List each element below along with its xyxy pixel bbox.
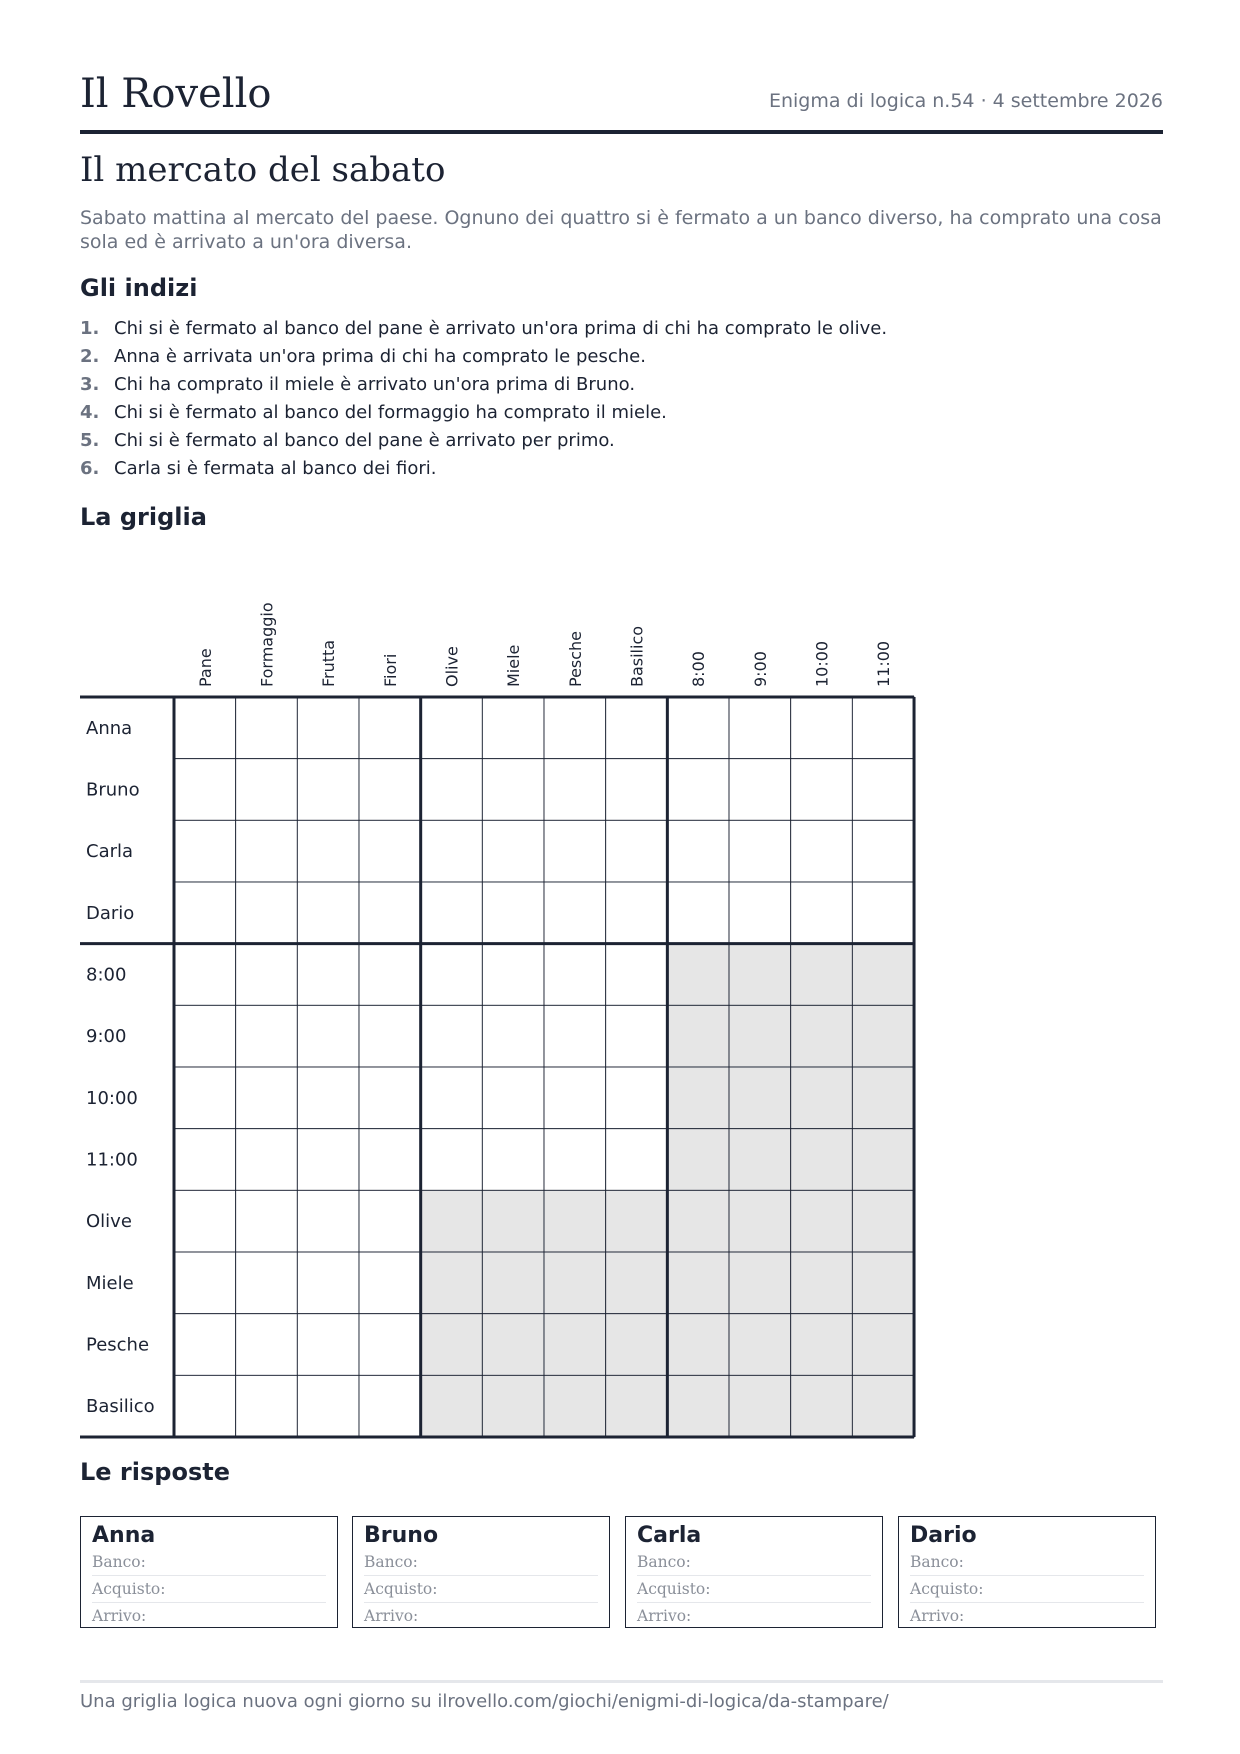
grid-cell[interactable] bbox=[421, 1005, 483, 1067]
grid-cell[interactable] bbox=[174, 1005, 236, 1067]
grid-column-header: Pesche bbox=[565, 630, 585, 687]
grid-row-header: Dario bbox=[86, 902, 135, 924]
grid-cell[interactable] bbox=[606, 1129, 668, 1191]
grid-cell[interactable] bbox=[297, 1067, 359, 1129]
grid-cell-disabled bbox=[729, 1375, 791, 1437]
grid-cell-disabled bbox=[852, 1129, 914, 1191]
answer-card-name: Dario bbox=[910, 1523, 977, 1548]
grid-cell[interactable] bbox=[606, 882, 668, 944]
grid-cell[interactable] bbox=[359, 1375, 421, 1437]
grid-cell[interactable] bbox=[729, 697, 791, 759]
grid-cell[interactable] bbox=[174, 1314, 236, 1376]
grid-cell-disabled bbox=[729, 1314, 791, 1376]
grid-row-header: Anna bbox=[86, 717, 133, 739]
answer-field-banco[interactable]: Banco: bbox=[910, 1549, 1144, 1576]
clue-number: 2. bbox=[80, 346, 100, 367]
grid-cell-disabled bbox=[667, 1314, 729, 1376]
grid-cell[interactable] bbox=[544, 1129, 606, 1191]
grid-cell-disabled bbox=[667, 944, 729, 1006]
grid-cell-disabled bbox=[791, 1067, 853, 1129]
grid-cell[interactable] bbox=[544, 759, 606, 821]
grid-cell[interactable] bbox=[482, 1005, 544, 1067]
answer-field-acquisto[interactable]: Acquisto: bbox=[910, 1576, 1144, 1603]
grid-cell-disabled bbox=[852, 1005, 914, 1067]
grid-row-header: 9:00 bbox=[86, 1026, 127, 1048]
grid-cell[interactable] bbox=[852, 697, 914, 759]
grid-cell[interactable] bbox=[482, 759, 544, 821]
masthead bbox=[80, 70, 1163, 134]
grid-cell-disabled bbox=[852, 1190, 914, 1252]
answer-field-acquisto[interactable]: Acquisto: bbox=[92, 1576, 326, 1603]
grid-cell[interactable] bbox=[667, 820, 729, 882]
grid-cell-disabled bbox=[791, 1129, 853, 1191]
answer-field-banco[interactable]: Banco: bbox=[637, 1549, 871, 1576]
grid-cell-disabled bbox=[667, 1005, 729, 1067]
grid-cell-disabled bbox=[482, 1190, 544, 1252]
grid-cell[interactable] bbox=[297, 1005, 359, 1067]
clue-number: 4. bbox=[80, 402, 100, 423]
grid-cell[interactable] bbox=[236, 1005, 298, 1067]
grid-cell-disabled bbox=[544, 1252, 606, 1314]
grid-column-header: Pane bbox=[195, 648, 215, 687]
grid-cell[interactable] bbox=[297, 882, 359, 944]
clues-heading: Gli indizi bbox=[80, 274, 198, 302]
answer-cards bbox=[80, 1516, 1163, 1632]
clue-item bbox=[80, 399, 887, 427]
grid-cell[interactable] bbox=[421, 1129, 483, 1191]
grid-cell-disabled bbox=[791, 1190, 853, 1252]
grid-cell[interactable] bbox=[174, 1190, 236, 1252]
brand-title: Il Rovello bbox=[80, 71, 272, 117]
grid-cell[interactable] bbox=[359, 1005, 421, 1067]
grid-cell-disabled bbox=[791, 1314, 853, 1376]
puzzle-title: Il mercato del sabato bbox=[80, 150, 446, 190]
grid-row-header: Pesche bbox=[86, 1334, 150, 1356]
answer-field-acquisto[interactable]: Acquisto: bbox=[364, 1576, 598, 1603]
grid-cell[interactable] bbox=[297, 944, 359, 1006]
grid-cell[interactable] bbox=[236, 820, 298, 882]
grid-cell[interactable] bbox=[236, 697, 298, 759]
grid-cell[interactable] bbox=[236, 944, 298, 1006]
grid-cell-disabled bbox=[791, 1005, 853, 1067]
grid-cell-disabled bbox=[544, 1375, 606, 1437]
grid-cell[interactable] bbox=[297, 1190, 359, 1252]
grid-cell-disabled bbox=[729, 1190, 791, 1252]
grid-cell[interactable] bbox=[421, 820, 483, 882]
answer-card-dario bbox=[898, 1516, 1156, 1628]
clue-text: Chi si è fermato al banco del pane è arrivato un'ora prima di chi ha comprato le olive. bbox=[114, 318, 888, 339]
grid-cell-disabled bbox=[667, 1190, 729, 1252]
grid-column-header: Olive bbox=[442, 646, 462, 687]
grid-column-header: 10:00 bbox=[812, 640, 832, 687]
clue-text: Carla si è fermata al banco dei fiori. bbox=[114, 458, 437, 479]
answer-card-bruno bbox=[352, 1516, 610, 1628]
grid-cell[interactable] bbox=[236, 1314, 298, 1376]
grid-cell[interactable] bbox=[791, 820, 853, 882]
grid-cell[interactable] bbox=[236, 1252, 298, 1314]
answer-card-anna bbox=[80, 1516, 338, 1628]
grid-cell[interactable] bbox=[297, 1314, 359, 1376]
grid-cell[interactable] bbox=[667, 882, 729, 944]
grid-cell-disabled bbox=[421, 1252, 483, 1314]
grid-cell[interactable] bbox=[359, 1314, 421, 1376]
clue-number: 6. bbox=[80, 458, 100, 479]
grid-row-header: Bruno bbox=[86, 779, 140, 801]
grid-row-header: Basilico bbox=[86, 1396, 155, 1418]
grid-column-header: Formaggio bbox=[257, 602, 277, 687]
logic-grid-svg bbox=[80, 560, 920, 1460]
grid-cell[interactable] bbox=[544, 1005, 606, 1067]
grid-cell-disabled bbox=[852, 1252, 914, 1314]
grid-cell[interactable] bbox=[791, 882, 853, 944]
grid-cell[interactable] bbox=[174, 1252, 236, 1314]
grid-cell[interactable] bbox=[297, 1129, 359, 1191]
answer-field-arrivo[interactable]: Arrivo: bbox=[92, 1607, 147, 1625]
grid-cell-disabled bbox=[544, 1190, 606, 1252]
grid-cell[interactable] bbox=[174, 759, 236, 821]
grid-cell[interactable] bbox=[174, 1129, 236, 1191]
grid-cell-disabled bbox=[852, 1067, 914, 1129]
clue-number: 3. bbox=[80, 374, 100, 395]
grid-cell[interactable] bbox=[297, 1252, 359, 1314]
grid-cell[interactable] bbox=[236, 1190, 298, 1252]
grid-cell[interactable] bbox=[544, 944, 606, 1006]
grid-cell-disabled bbox=[667, 1067, 729, 1129]
grid-cell[interactable] bbox=[174, 820, 236, 882]
grid-heading: La griglia bbox=[80, 503, 207, 531]
grid-cell[interactable] bbox=[606, 1005, 668, 1067]
clue-item bbox=[80, 427, 887, 455]
answer-card-carla bbox=[625, 1516, 883, 1628]
grid-cell-disabled bbox=[729, 1005, 791, 1067]
grid-cell-disabled bbox=[482, 1375, 544, 1437]
grid-cell[interactable] bbox=[482, 1129, 544, 1191]
grid-cell-disabled bbox=[791, 944, 853, 1006]
clue-number: 1. bbox=[80, 318, 100, 339]
answers-heading: Le risposte bbox=[80, 1458, 230, 1486]
clue-item bbox=[80, 343, 887, 371]
grid-cell-disabled bbox=[421, 1314, 483, 1376]
grid-column-header: 8:00 bbox=[689, 651, 709, 687]
grid-row-header: 10:00 bbox=[86, 1087, 138, 1109]
grid-cell[interactable] bbox=[791, 697, 853, 759]
grid-cell[interactable] bbox=[421, 1067, 483, 1129]
grid-cell[interactable] bbox=[359, 944, 421, 1006]
grid-cell-disabled bbox=[729, 1067, 791, 1129]
issue-info: Enigma di logica n.54 · 4 settembre 2026 bbox=[768, 90, 1163, 112]
grid-cell[interactable] bbox=[236, 1067, 298, 1129]
grid-cell-disabled bbox=[606, 1190, 668, 1252]
grid-cell[interactable] bbox=[174, 697, 236, 759]
puzzle-intro: Sabato mattina al mercato del paese. Ognuno dei quattro si è fermato a un banco diverso, ha comprato una cosa sola ed è arrivato a un'ora diversa. bbox=[80, 207, 1162, 253]
grid-cell[interactable] bbox=[729, 882, 791, 944]
grid-cell-disabled bbox=[421, 1190, 483, 1252]
grid-cell-disabled bbox=[729, 944, 791, 1006]
grid-cell[interactable] bbox=[359, 1129, 421, 1191]
clue-number: 5. bbox=[80, 430, 100, 451]
grid-cell-disabled bbox=[852, 1375, 914, 1437]
grid-cell-disabled bbox=[606, 1375, 668, 1437]
grid-cell[interactable] bbox=[729, 759, 791, 821]
clue-text: Chi ha comprato il miele è arrivato un'ora prima di Bruno. bbox=[114, 374, 636, 395]
grid-cell[interactable] bbox=[606, 697, 668, 759]
answer-card-name: Anna bbox=[92, 1523, 156, 1548]
answer-field-arrivo[interactable]: Arrivo: bbox=[637, 1607, 692, 1625]
grid-cell[interactable] bbox=[359, 697, 421, 759]
grid-cell-disabled bbox=[729, 1252, 791, 1314]
grid-cell-disabled bbox=[852, 1314, 914, 1376]
grid-cell[interactable] bbox=[174, 882, 236, 944]
grid-cell[interactable] bbox=[606, 820, 668, 882]
answer-field-banco[interactable]: Banco: bbox=[92, 1549, 326, 1576]
grid-cell-disabled bbox=[667, 1129, 729, 1191]
grid-row-header: Carla bbox=[86, 841, 134, 863]
answer-field-banco[interactable]: Banco: bbox=[364, 1549, 598, 1576]
grid-cell-disabled bbox=[791, 1375, 853, 1437]
grid-cell[interactable] bbox=[236, 759, 298, 821]
logic-grid bbox=[80, 560, 920, 1460]
grid-cell[interactable] bbox=[852, 759, 914, 821]
grid-cell[interactable] bbox=[359, 882, 421, 944]
clue-list bbox=[80, 315, 887, 483]
grid-cell[interactable] bbox=[359, 759, 421, 821]
grid-cell-disabled bbox=[482, 1252, 544, 1314]
grid-row-header: 11:00 bbox=[86, 1149, 138, 1171]
grid-cell[interactable] bbox=[297, 759, 359, 821]
grid-cell[interactable] bbox=[791, 759, 853, 821]
grid-cell-disabled bbox=[482, 1314, 544, 1376]
grid-cell[interactable] bbox=[174, 1375, 236, 1437]
clue-item bbox=[80, 315, 887, 343]
answer-card-name: Bruno bbox=[364, 1523, 439, 1548]
grid-cell[interactable] bbox=[852, 882, 914, 944]
grid-column-header: Frutta bbox=[319, 639, 339, 687]
grid-cell-disabled bbox=[606, 1314, 668, 1376]
grid-cell[interactable] bbox=[174, 1067, 236, 1129]
grid-cell-disabled bbox=[852, 944, 914, 1006]
grid-cell[interactable] bbox=[297, 1375, 359, 1437]
clue-text: Chi si è fermato al banco del pane è arrivato per primo. bbox=[114, 430, 615, 451]
grid-cell[interactable] bbox=[236, 1129, 298, 1191]
grid-cell[interactable] bbox=[544, 697, 606, 759]
answer-field-arrivo[interactable]: Arrivo: bbox=[910, 1607, 965, 1625]
grid-cell-disabled bbox=[791, 1252, 853, 1314]
grid-cell[interactable] bbox=[667, 697, 729, 759]
grid-cell-disabled bbox=[729, 1129, 791, 1191]
grid-column-header: 9:00 bbox=[750, 651, 770, 687]
grid-column-header: 11:00 bbox=[874, 640, 894, 687]
grid-cell-disabled bbox=[606, 1252, 668, 1314]
grid-cell[interactable] bbox=[667, 759, 729, 821]
clue-text: Anna è arrivata un'ora prima di chi ha comprato le pesche. bbox=[114, 346, 646, 367]
grid-cell[interactable] bbox=[359, 1190, 421, 1252]
grid-cell[interactable] bbox=[606, 1067, 668, 1129]
clue-text: Chi si è fermato al banco del formaggio ha comprato il miele. bbox=[114, 402, 667, 423]
grid-row-header: 8:00 bbox=[86, 964, 127, 986]
grid-cell[interactable] bbox=[236, 882, 298, 944]
grid-cell[interactable] bbox=[421, 882, 483, 944]
grid-cell[interactable] bbox=[852, 820, 914, 882]
grid-cell-disabled bbox=[421, 1375, 483, 1437]
grid-row-header: Miele bbox=[86, 1272, 134, 1294]
grid-cell[interactable] bbox=[359, 1252, 421, 1314]
grid-column-header: Miele bbox=[504, 644, 524, 687]
grid-cell[interactable] bbox=[544, 820, 606, 882]
grid-cell[interactable] bbox=[236, 1375, 298, 1437]
grid-cell-disabled bbox=[667, 1375, 729, 1437]
answer-field-acquisto[interactable]: Acquisto: bbox=[637, 1576, 871, 1603]
grid-cell[interactable] bbox=[544, 1067, 606, 1129]
grid-cell[interactable] bbox=[359, 820, 421, 882]
grid-cell[interactable] bbox=[421, 759, 483, 821]
grid-cell[interactable] bbox=[174, 944, 236, 1006]
grid-cell[interactable] bbox=[482, 697, 544, 759]
clue-item bbox=[80, 371, 887, 399]
grid-cell[interactable] bbox=[544, 882, 606, 944]
answer-card-name: Carla bbox=[637, 1523, 702, 1548]
grid-cell[interactable] bbox=[421, 944, 483, 1006]
grid-cell[interactable] bbox=[606, 944, 668, 1006]
grid-cell-disabled bbox=[544, 1314, 606, 1376]
grid-column-header: Fiori bbox=[380, 653, 400, 687]
grid-cell-disabled bbox=[667, 1252, 729, 1314]
grid-cell[interactable] bbox=[482, 882, 544, 944]
grid-cell[interactable] bbox=[606, 759, 668, 821]
answer-field-arrivo[interactable]: Arrivo: bbox=[364, 1607, 419, 1625]
clue-item bbox=[80, 455, 887, 483]
grid-cell[interactable] bbox=[482, 944, 544, 1006]
grid-cell[interactable] bbox=[482, 820, 544, 882]
grid-cell[interactable] bbox=[482, 1067, 544, 1129]
grid-row-header: Olive bbox=[86, 1211, 132, 1233]
grid-cell[interactable] bbox=[421, 697, 483, 759]
grid-column-header: Basilico bbox=[627, 625, 647, 687]
grid-cell[interactable] bbox=[359, 1067, 421, 1129]
grid-cell[interactable] bbox=[729, 820, 791, 882]
footer-note: Una griglia logica nuova ogni giorno su ilrovello.com/giochi/enigmi-di-logica/da-stampare/ bbox=[80, 1680, 1163, 1712]
grid-cell[interactable] bbox=[297, 820, 359, 882]
grid-cell[interactable] bbox=[297, 697, 359, 759]
